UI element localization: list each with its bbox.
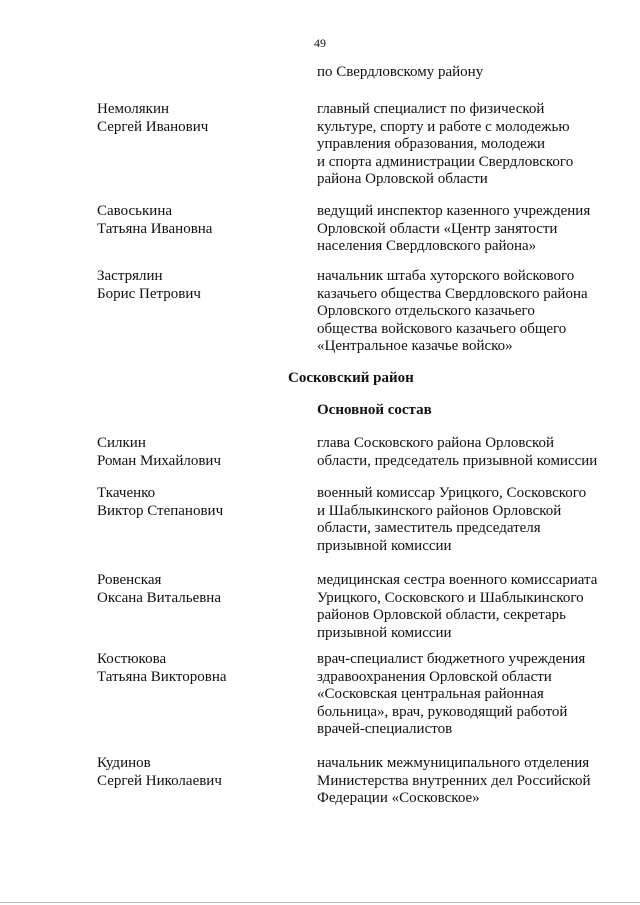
member-name: Костюкова Татьяна Викторовна xyxy=(97,651,227,685)
member-position: начальник межмуниципального отделения Министерства внутренних дел Российской Федерации «Сосковское» xyxy=(317,755,591,806)
member-name: Ровенская Оксана Витальевна xyxy=(97,572,221,606)
member-name: Застрялин Борис Петрович xyxy=(97,268,201,302)
member-name: Силкин Роман Михайлович xyxy=(97,435,221,469)
member-position: медицинская сестра военного комиссариата Урицкого, Сосковского и Шаблыкинского районов Орловской области, секретарь призывной комиссии xyxy=(317,572,598,641)
member-name: Савоськина Татьяна Ивановна xyxy=(97,203,213,237)
member-name: Кудинов Сергей Николаевич xyxy=(97,755,222,789)
member-name: Немолякин Сергей Иванович xyxy=(97,101,209,135)
member-position: врач-специалист бюджетного учреждения здравоохранения Орловской области «Сосковская центральная районная больница», врач, руководящий работой врачей-специалистов xyxy=(317,651,586,737)
scan-edge-line xyxy=(0,902,640,903)
section-title: Основной состав xyxy=(317,402,432,418)
member-name: Ткаченко Виктор Степанович xyxy=(97,485,224,519)
member-position: начальник штаба хуторского войскового казачьего общества Свердловского района Орловского отдельского казачьего общества войскового казачьего общего «Центральное казачье войско» xyxy=(317,268,588,354)
continuation-text: по Свердловскому району xyxy=(317,64,484,80)
district-title: Сосковский район xyxy=(288,370,414,386)
page-number: 49 xyxy=(314,36,326,50)
member-position: военный комиссар Урицкого, Сосковского и Шаблыкинского районов Орловской области, заместитель председателя призывной комиссии xyxy=(317,485,587,554)
member-position: глава Сосковского района Орловской области, председатель призывной комиссии xyxy=(317,435,598,469)
member-position: главный специалист по физической культуре, спорту и работе с молодежью управления образования, молодежи и спорта администрации Свердловского района Орловской области xyxy=(317,101,574,187)
member-position: ведущий инспектор казенного учреждения Орловской области «Центр занятости населения Свердловского района» xyxy=(317,203,591,254)
